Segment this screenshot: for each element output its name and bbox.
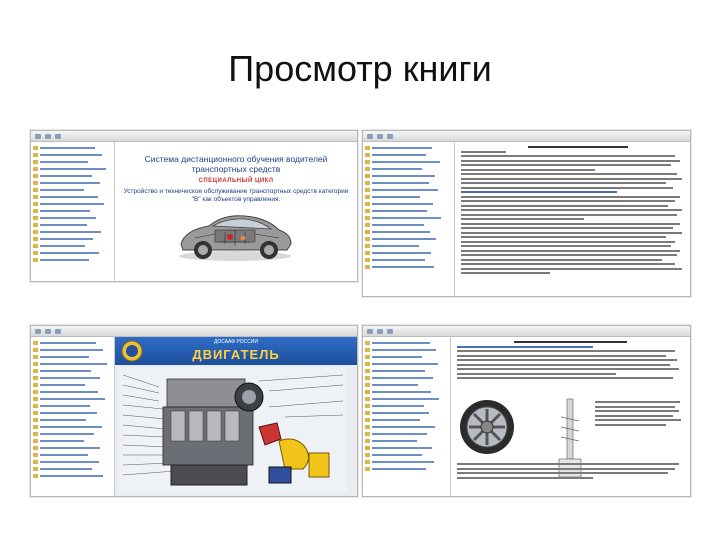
folder-icon [33,355,38,359]
tree-item[interactable] [33,459,112,465]
page-content [115,142,357,281]
engine-cutaway-image [119,367,347,493]
tree-item[interactable] [365,466,448,472]
folder-icon [33,216,38,220]
tree-item[interactable] [365,417,448,423]
tree-item[interactable] [365,257,452,263]
toolbar-icon[interactable] [35,134,41,139]
toolbar-icon[interactable] [367,134,373,139]
tree-item[interactable] [365,431,448,437]
cycle-label: СПЕЦИАЛЬНЫЙ ЦИКЛ [198,178,274,184]
tree-item[interactable] [365,194,452,200]
folder-icon [365,258,370,262]
toolbar [31,131,357,142]
tree-item[interactable] [33,452,112,458]
tree-item[interactable] [33,340,112,346]
folder-icon [33,418,38,422]
toolbar [31,326,357,337]
toolbar-icon[interactable] [55,329,61,334]
tree-item[interactable] [365,166,452,172]
tree-item[interactable] [33,410,112,416]
folder-icon [33,404,38,408]
tree-item[interactable] [33,431,112,437]
folder-icon [365,160,370,164]
tree-item[interactable] [365,201,452,207]
toolbar-icon[interactable] [367,329,373,334]
tree-item[interactable] [365,250,452,256]
tree-item[interactable] [365,389,448,395]
folder-icon [33,460,38,464]
folder-icon [33,146,38,150]
toc-tree [363,142,455,296]
folder-icon [33,425,38,429]
tree-item[interactable] [33,187,112,193]
folder-icon [365,181,370,185]
folder-icon [365,230,370,234]
tree-item[interactable] [365,347,448,353]
tree-item[interactable] [33,257,112,263]
tree-item[interactable] [365,340,448,346]
tree-item[interactable] [365,152,452,158]
tree-item[interactable] [33,222,112,228]
folder-icon [365,153,370,157]
toolbar-icon[interactable] [387,329,393,334]
tree-item[interactable] [365,410,448,416]
tree-item[interactable] [33,396,112,402]
tree-item[interactable] [365,459,448,465]
toolbar-icon[interactable] [45,134,51,139]
folder-icon [33,251,38,255]
folder-icon [365,390,370,394]
folder-icon [33,153,38,157]
page-content [455,142,690,296]
tree-item[interactable] [365,368,448,374]
tree-item[interactable] [33,403,112,409]
tree-item[interactable] [365,173,452,179]
folder-icon [33,237,38,241]
tree-item[interactable] [365,361,448,367]
folder-icon [33,209,38,213]
folder-icon [365,369,370,373]
toolbar [363,131,690,142]
tree-item[interactable] [365,236,452,242]
tree-item[interactable] [33,194,112,200]
tree-item[interactable] [365,264,452,270]
toolbar [363,326,690,337]
tree-item[interactable] [365,243,452,249]
tree-item[interactable] [365,215,452,221]
tree-item[interactable] [365,208,452,214]
toc-tree [31,142,115,281]
folder-icon [33,411,38,415]
folder-icon [33,230,38,234]
tree-item[interactable] [33,368,112,374]
course-heading: Система дистанционного обучения водителей транспортных средств [144,154,328,174]
toc-tree [31,337,115,496]
folder-icon [365,216,370,220]
tree-item[interactable] [33,215,112,221]
folder-icon [365,439,370,443]
tree-item[interactable] [33,152,112,158]
folder-icon [365,251,370,255]
toolbar-icon[interactable] [377,329,383,334]
folder-icon [33,446,38,450]
wheel-image [459,399,515,455]
folder-icon [365,167,370,171]
toolbar-icon[interactable] [387,134,393,139]
tree-item[interactable] [33,250,112,256]
tree-item[interactable] [365,403,448,409]
folder-icon [365,397,370,401]
banner-subtitle: ДОСААФ РОССИИ [214,339,258,345]
folder-icon [33,195,38,199]
folder-icon [365,174,370,178]
book-screenshot-wheel-page [362,325,691,497]
folder-icon [365,355,370,359]
folder-icon [33,376,38,380]
toolbar-icon[interactable] [45,329,51,334]
folder-icon [365,209,370,213]
folder-icon [33,160,38,164]
folder-icon [33,467,38,471]
book-screenshot-text-page [362,130,691,297]
folder-icon [365,237,370,241]
folder-icon [365,376,370,380]
tree-item[interactable] [365,159,452,165]
tree-item[interactable] [33,417,112,423]
tree-item[interactable] [33,424,112,430]
tree-item[interactable] [33,347,112,353]
slide-title: Просмотр книги [228,48,492,89]
tree-item[interactable] [33,389,112,395]
tree-item[interactable] [33,243,112,249]
tree-item[interactable] [365,187,452,193]
tree-item[interactable] [365,452,448,458]
folder-icon [365,265,370,269]
folder-icon [33,369,38,373]
tree-item[interactable] [33,361,112,367]
tree-item[interactable] [33,229,112,235]
toc-tree [363,337,451,496]
toolbar-icon[interactable] [35,329,41,334]
folder-icon [365,446,370,450]
tree-item[interactable] [33,473,112,479]
tree-item[interactable] [365,396,448,402]
engine-banner [115,337,357,365]
tree-item[interactable] [33,438,112,444]
folder-icon [365,362,370,366]
folder-icon [365,411,370,415]
folder-icon [365,223,370,227]
folder-icon [33,174,38,178]
tree-item[interactable] [365,145,452,151]
folder-icon [365,460,370,464]
tree-item[interactable] [365,438,448,444]
tree-item[interactable] [33,166,112,172]
folder-icon [33,362,38,366]
folder-icon [33,167,38,171]
banner-title: ДВИГАТЕЛЬ [192,347,280,362]
folder-icon [365,146,370,150]
folder-icon [365,244,370,248]
book-screenshot-engine [30,325,358,497]
toolbar-icon[interactable] [377,134,383,139]
folder-icon [33,341,38,345]
folder-icon [365,425,370,429]
tree-item[interactable] [33,201,112,207]
folder-icon [33,181,38,185]
tree-item[interactable] [33,445,112,451]
emblem-icon [121,340,143,362]
folder-icon [365,383,370,387]
folder-icon [365,418,370,422]
folder-icon [33,258,38,262]
folder-icon [365,348,370,352]
folder-icon [365,195,370,199]
folder-icon [365,432,370,436]
tree-item[interactable] [33,236,112,242]
tree-item[interactable] [365,180,452,186]
folder-icon [365,467,370,471]
folder-icon [33,474,38,478]
folder-icon [365,404,370,408]
folder-icon [33,202,38,206]
folder-icon [33,390,38,394]
folder-icon [33,348,38,352]
tree-item[interactable] [33,159,112,165]
folder-icon [33,188,38,192]
folder-icon [33,383,38,387]
folder-icon [33,432,38,436]
toolbar-icon[interactable] [55,134,61,139]
folder-icon [33,397,38,401]
folder-icon [33,453,38,457]
folder-icon [365,341,370,345]
folder-icon [33,439,38,443]
car-cutaway-image [175,204,295,264]
tree-item[interactable] [33,208,112,214]
tree-item[interactable] [33,145,112,151]
tree-item[interactable] [365,229,452,235]
folder-icon [365,453,370,457]
tree-item[interactable] [33,180,112,186]
tree-item[interactable] [365,222,452,228]
book-screenshot-cover [30,130,358,282]
tree-item[interactable] [33,466,112,472]
tree-item[interactable] [365,424,448,430]
folder-icon [365,202,370,206]
course-subtitle: Устройство и техническое обслуживание транспортных средств категории "B" как объектов управления. [123,188,349,203]
page-content [115,337,357,496]
tree-item[interactable] [365,375,448,381]
tree-item[interactable] [33,173,112,179]
tree-item[interactable] [365,382,448,388]
tree-item[interactable] [33,354,112,360]
folder-icon [33,244,38,248]
folder-icon [365,188,370,192]
tree-item[interactable] [33,375,112,381]
tree-item[interactable] [33,382,112,388]
tree-item[interactable] [365,354,448,360]
page-content [451,337,690,496]
tree-item[interactable] [365,445,448,451]
folder-icon [33,223,38,227]
